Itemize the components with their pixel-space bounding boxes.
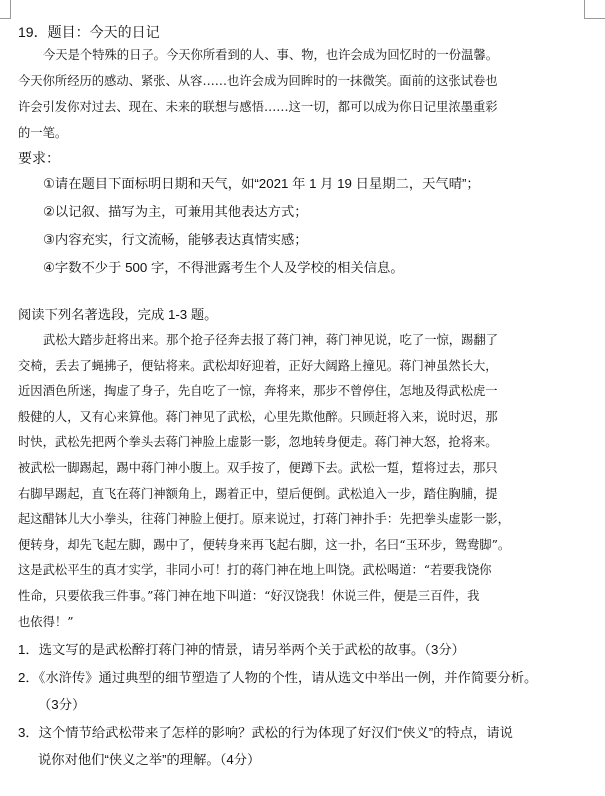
question-text: 3．这个情节给武松带来了怎样的影响？武松的行为体现了好汉们“侠义”的特点，请说 (18, 725, 513, 741)
passage-line: 近因酒色所迷，掏虚了身子，先自吃了一惊，奔将来，那步不曾停住，怎地及得武松虎一 (18, 384, 498, 399)
essay-title: 19．题目：今天的日记 (18, 24, 160, 40)
requirements-title: 要求： (18, 150, 60, 166)
prompt-line: 的一笔。 (18, 126, 68, 140)
reading-section (18, 302, 590, 773)
question-text-continued: 说你对他们“侠义之举”的理解。（4分） (38, 752, 261, 768)
passage-line: 交椅，丢去了蝇拂子，便钻将来。武松却好迎着，正好大阔路上撞见。蒋门神虽然长大， (18, 358, 498, 373)
passage-line: 右脚早踢起，直飞在蒋门神额角上，踢着正中，望后便倒。武松追入一步，踏住胸脯，提 (18, 486, 498, 501)
passage-line: 被武松一脚踢起，踢中蒋门神小腹上。双手按了，便蹲下去。武松一踅，踅将过去，那只 (18, 460, 498, 475)
prompt-line: 许会引发你对过去、现在、未来的联想与感悟……这一切，都可以成为你日记里浓墨重彩 (18, 100, 498, 114)
essay-prompt (18, 42, 590, 146)
requirement-item: ②以记叙、描写为主，可兼用其他表达方式； (43, 204, 308, 219)
passage-line: 起这醋钵儿大小拳头，往蒋门神脸上便打。原来说过，打蒋门神扑手：先把拳头虚影一影， (18, 512, 510, 527)
requirement-item: ③内容充实，行文流畅，能够表达真情实感； (43, 232, 308, 247)
passage-line: 般健的人，又有心来算他。蒋门神见了武松，心里先欺他醉。只顾赶将入来，说时迟，那 (18, 409, 498, 424)
question-item (18, 719, 590, 773)
question-text: 1．选文写的是武松醉打蒋门神的情景，请另举两个关于武松的故事。（3分） (18, 642, 465, 658)
prompt-line: 今天你所经历的感动、紧张、从容……也许会成为回眸时的一抹微笑。面前的这张试卷也 (18, 74, 498, 88)
passage-line: 这是武松平生的真才实学，非同小可！打的蒋门神在地上叫饶。武松喝道：“若要我饶你 (18, 563, 492, 578)
crop-mark-right-vertical (584, 0, 585, 19)
essay-section (18, 22, 590, 282)
reading-intro: 阅读下列名著选段，完成 1-3 题。 (18, 307, 218, 322)
crop-mark-right-horizontal (584, 18, 605, 19)
passage-line: 武松大踏步赶将出来。那个抢子径奔去报了蒋门神，蒋门神见说，吃了一惊，踢翻了 (43, 333, 498, 347)
passage-line: 也依得！” (18, 614, 74, 629)
question-list (18, 636, 590, 773)
question-text-continued: （3分） (38, 697, 86, 713)
passage-line: 时快，武松先把两个拳头去蒋门神脸上虚影一影，忽地转身便走。蒋门神大怒，抢将来。 (18, 435, 498, 450)
prompt-line: 今天是个特殊的日子。今天你所看到的人、事、物，也许会成为回忆时的一份温馨。 (43, 48, 498, 62)
exam-page (18, 22, 590, 773)
question-item (18, 636, 590, 663)
question-text: 2．《水浒传》通过典型的细节塑造了人物的个性，请从选文中举出一例，并作简要分析。 (18, 670, 538, 686)
requirements-list (18, 170, 590, 282)
passage-line: 便转身，却先飞起左脚，踢中了，便转身来再飞起右脚，这一扑，名曰“玉环步，鸳鸯脚”。 (18, 537, 511, 552)
passage-line: 性命，只要依我三件事。”蒋门神在地下叫道：“好汉饶我！休说三件，便是三百件，我 (18, 588, 480, 603)
crop-mark-left-vertical (10, 0, 11, 19)
requirement-item: ④字数不少于 500 字，不得泄露考生个人及学校的相关信息。 (43, 260, 404, 275)
crop-mark-left-horizontal (0, 18, 10, 19)
requirement-item: ①请在题目下面标明日期和天气，如“2021 年 1 月 19 日星期二，天气晴”； (43, 176, 480, 191)
question-item (18, 664, 590, 718)
reading-passage (18, 328, 590, 635)
